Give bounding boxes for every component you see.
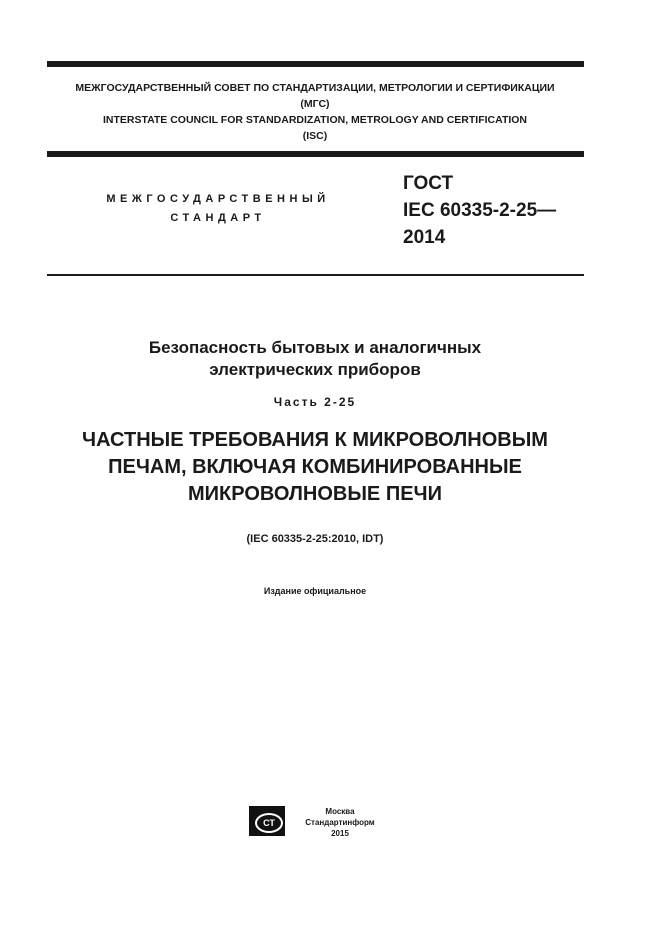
part-number: Часть 2-25 <box>273 395 357 409</box>
general-title-line1: Безопасность бытовых и аналогичных <box>148 338 482 357</box>
publisher-city: Москва <box>325 807 355 816</box>
general-title-line2: электрических приборов <box>209 360 421 379</box>
gost-number: IEC 60335-2-25— <box>403 200 557 221</box>
council-ru <box>0 80 630 112</box>
thin-rule <box>47 274 584 276</box>
gost-label: ГОСТ <box>403 173 454 194</box>
logo-text: СТ <box>255 813 283 833</box>
council-ru-abbr: (МГС) <box>300 98 330 110</box>
gost-designation <box>403 170 556 251</box>
council-en-abbr: (ISC) <box>302 130 328 142</box>
publisher-year: 2015 <box>331 829 349 838</box>
standartinform-logo <box>249 806 285 836</box>
specific-title-line2: ПЕЧАМ, ВКЛЮЧАЯ КОМБИНИРОВАННЫЕ <box>108 456 522 478</box>
top-rule <box>47 61 584 67</box>
council-ru-name: МЕЖГОСУДАРСТВЕННЫЙ СОВЕТ ПО СТАНДАРТИЗАЦИИ, МЕТРОЛОГИИ И СЕРТИФИКАЦИИ <box>75 82 555 94</box>
publisher-info <box>290 806 390 839</box>
edition-note: Издание официальное <box>263 586 367 596</box>
standard-type-line2: СТАНДАРТ <box>170 212 266 224</box>
council-en-name: INTERSTATE COUNCIL FOR STANDARDIZATION, METROLOGY AND CERTIFICATION <box>102 114 528 126</box>
specific-title-line1: ЧАСТНЫЕ ТРЕБОВАНИЯ К МИКРОВОЛНОВЫМ <box>82 429 548 451</box>
council-en <box>0 112 630 144</box>
specific-title <box>0 427 630 508</box>
general-title <box>0 337 630 381</box>
standard-type-line1: МЕЖГОСУДАРСТВЕННЫЙ <box>106 193 330 205</box>
specific-title-line3: МИКРОВОЛНОВЫЕ ПЕЧИ <box>188 483 442 505</box>
gost-year: 2014 <box>403 227 446 248</box>
publisher-name: Стандартинформ <box>305 818 375 827</box>
iec-reference: (IEC 60335-2-25:2010, IDT) <box>246 533 384 545</box>
middle-rule <box>47 151 584 157</box>
